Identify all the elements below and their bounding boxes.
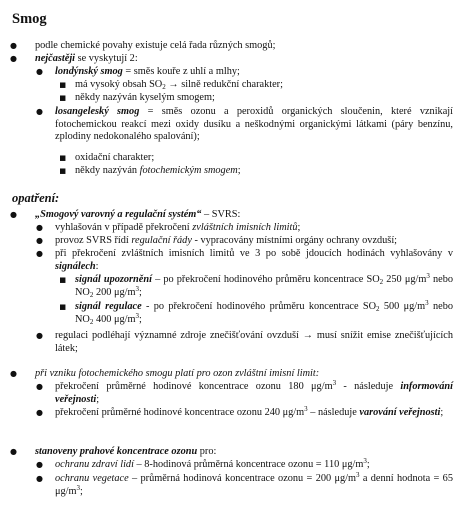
list-item-text [55, 66, 453, 79]
list-item-photochem-limit [10, 368, 453, 381]
superscript: 3 [332, 379, 337, 387]
subscript: 2 [376, 305, 380, 313]
list-item-text [35, 209, 453, 222]
emphasis-term: „Smogový varovný a regulační systém“ [35, 209, 202, 220]
list-item-text-rest: = směs kouře z uhlí a mlhy; [122, 66, 240, 77]
emphasis-term: fotochemickým smogem [139, 165, 238, 176]
subscript: 2 [89, 317, 94, 326]
bullet-icon: ● [36, 107, 43, 116]
superscript: 3 [426, 272, 430, 280]
list-item-text [35, 53, 453, 66]
text-segment: - následuje [336, 381, 401, 392]
bullet-icon: ▪ [59, 78, 67, 91]
list-item-text [55, 407, 453, 420]
bullet-icon: ▪ [59, 91, 67, 104]
bullet-icon: ● [36, 408, 43, 417]
text-segment: nebo NO [75, 301, 453, 325]
text-segment: ; [297, 222, 301, 233]
list-item-text: někdy nazýván kyselým smogem; [75, 92, 215, 103]
list-item-text: při vzniku fotochemického smogu platí pro ozon zvláštní imisní limit: [35, 368, 320, 379]
list-item-text [75, 165, 453, 178]
bullet-icon: ● [36, 249, 43, 258]
superscript: 3 [363, 457, 367, 465]
emphasis-term: ochranu zdraví lidí [55, 459, 134, 470]
superscript: 3 [76, 483, 81, 492]
list-item-la-oxid [59, 151, 453, 165]
bullet-icon: ● [36, 223, 43, 232]
text-segment: – průměrná hodinová koncentrace ozonu = 200 μg/m [128, 473, 357, 484]
bullet-icon: ▪ [59, 164, 67, 177]
text-segment: při překročení zvláštních imisních limitů ve 3 po sobě jdoucích hodinách vyhlašovány v [55, 248, 453, 259]
subscript: 2 [162, 83, 166, 91]
bullet-icon: ● [36, 474, 43, 483]
text-segment: – následuje [307, 407, 360, 418]
bullet-icon: ▪ [59, 151, 67, 164]
list-item-la-called [59, 164, 453, 178]
text-segment: ; [139, 313, 142, 325]
list-item-text [55, 106, 453, 144]
list-item-svrs-declared [36, 222, 453, 235]
bullet-icon: ● [36, 236, 43, 245]
superscript: 3 [356, 471, 360, 479]
text-segment: ; [366, 459, 370, 470]
list-item-text-rest: se vyskytují 2: [75, 53, 138, 64]
text-segment: ; [80, 485, 83, 497]
emphasis-term: stanoveny prahové koncentrace ozonu [35, 446, 198, 457]
list-item-svrs-exceed [36, 248, 453, 273]
list-item-most-common [10, 53, 453, 66]
list-item-london-acid [59, 91, 453, 105]
list-item-ozone-warning [36, 405, 453, 420]
list-item-svrs [10, 209, 453, 222]
emphasis-term: losangeleský smog [55, 106, 140, 117]
emphasis-term: ochranu vegetace [55, 473, 129, 484]
list-item-ozone-thresholds [10, 446, 453, 459]
bullet-icon: ● [36, 331, 43, 340]
list-item-london-reducing [59, 78, 453, 92]
list-item-text [55, 473, 453, 498]
subscript: 2 [89, 290, 94, 299]
bullet-icon: ● [36, 382, 43, 391]
list-item-text: regulaci podléhají významné zdroje znečišťování ovzduší → musí snížit emise znečišťujících látek; [55, 330, 453, 354]
section-title-measures: opatření: [12, 191, 60, 205]
text-segment: a denní hodnota = 65 μg/m [55, 473, 453, 497]
text-segment: ; [96, 393, 100, 405]
emphasis-term: signál upozornění [75, 274, 152, 285]
text-segment: ; [139, 286, 142, 298]
text-segment: někdy nazýván [75, 165, 140, 176]
list-item-smog-types [10, 40, 453, 53]
text-segment: překročení průměrné hodinové koncentrace ozonu 240 μg/m [55, 407, 305, 418]
list-item-text [55, 222, 453, 235]
superscript: 3 [135, 284, 140, 293]
bullet-icon: ● [36, 67, 43, 76]
list-item-london-smog [36, 66, 453, 79]
text-segment: – 8-hodinová průměrná koncentrace ozonu = 110 μg/m [133, 459, 364, 470]
list-item-text: oxidační charakter; [75, 152, 155, 163]
bullet-icon: ● [36, 460, 43, 469]
text-segment: 400 μg/m [93, 313, 136, 325]
list-item-threshold-health [36, 457, 453, 472]
text-segment: : [95, 260, 99, 272]
bullet-icon: ▪ [59, 273, 67, 286]
text-segment: nebo NO [75, 274, 453, 298]
superscript: 3 [425, 299, 429, 307]
bullet-icon: ● [10, 447, 17, 456]
list-item-la-smog [36, 106, 453, 144]
list-item-text [55, 381, 453, 406]
list-item-ozone-info [36, 379, 453, 406]
list-item-text [35, 446, 453, 459]
list-item-text [55, 459, 453, 472]
superscript: 3 [135, 311, 140, 320]
text-segment: - po překročení hodinového průměru koncentrace SO [141, 301, 377, 312]
emphasis-term: zvláštních imisních limitů [192, 222, 298, 233]
page-title: Smog [12, 11, 47, 27]
emphasis-term: nejčastěji [35, 53, 76, 64]
text-segment: pro: [197, 446, 217, 457]
list-item-text [55, 235, 453, 248]
list-item-text [55, 248, 453, 273]
subscript: 2 [379, 278, 384, 286]
emphasis-term: varování veřejnosti [359, 407, 441, 418]
list-item-text-rest: – SVRS: [201, 209, 241, 220]
emphasis-term: regulační řády [131, 235, 192, 246]
text-segment: provoz SVRS řídí [55, 235, 132, 246]
text-segment: 250 μg/m [383, 274, 427, 285]
emphasis-term: londýnský smog [55, 66, 123, 77]
emphasis-term: signálech [55, 260, 96, 272]
bullet-icon: ● [10, 54, 17, 63]
list-item-threshold-vegetation [36, 471, 453, 498]
emphasis-term: informování veřejnosti [55, 381, 453, 405]
list-item-svrs-sources [36, 330, 453, 355]
text-segment: ; [237, 165, 241, 176]
list-item-text-rest: = směs ozonu a peroxidů organických sloučenin, které vznikají fotochemickou reakcí mezi oxidy dusíku a neškodnými organickými látkami (páry benzínu, zplodiny nedokonalého spalování); [55, 106, 453, 143]
bullet-icon: ● [10, 41, 17, 50]
emphasis-term: signál regulace [75, 301, 142, 312]
bullet-icon: ▪ [59, 300, 67, 313]
text-segment: překročení průměrné hodinové koncentrace ozonu 180 μg/m [55, 381, 333, 392]
list-item-text: podle chemické povahy existuje celá řada různých smogů; [35, 40, 276, 51]
text-segment: – po překročení hodinového průměru koncentrace SO [151, 274, 380, 285]
list-item-text [75, 274, 453, 299]
list-item-signal-warning [59, 272, 453, 299]
text-segment: vyhlašován v případě překročení [55, 222, 193, 233]
text-segment: ; [440, 407, 444, 418]
text-segment: - vypracovány místními orgány ochrany ovzduší; [191, 235, 398, 246]
text-segment: 500 μg/m [379, 301, 426, 312]
list-item-text [75, 79, 453, 92]
list-item-text [75, 301, 453, 326]
bullet-icon: ● [10, 369, 17, 378]
list-item-svrs-operated [36, 235, 453, 248]
bullet-icon: ● [10, 210, 17, 219]
text-segment: 200 μg/m [93, 286, 136, 298]
superscript: 3 [304, 405, 308, 413]
list-item-signal-regulation [59, 299, 453, 326]
text-segment: → silně redukční charakter; [165, 79, 283, 90]
text-segment: má vysoký obsah SO [75, 79, 163, 90]
